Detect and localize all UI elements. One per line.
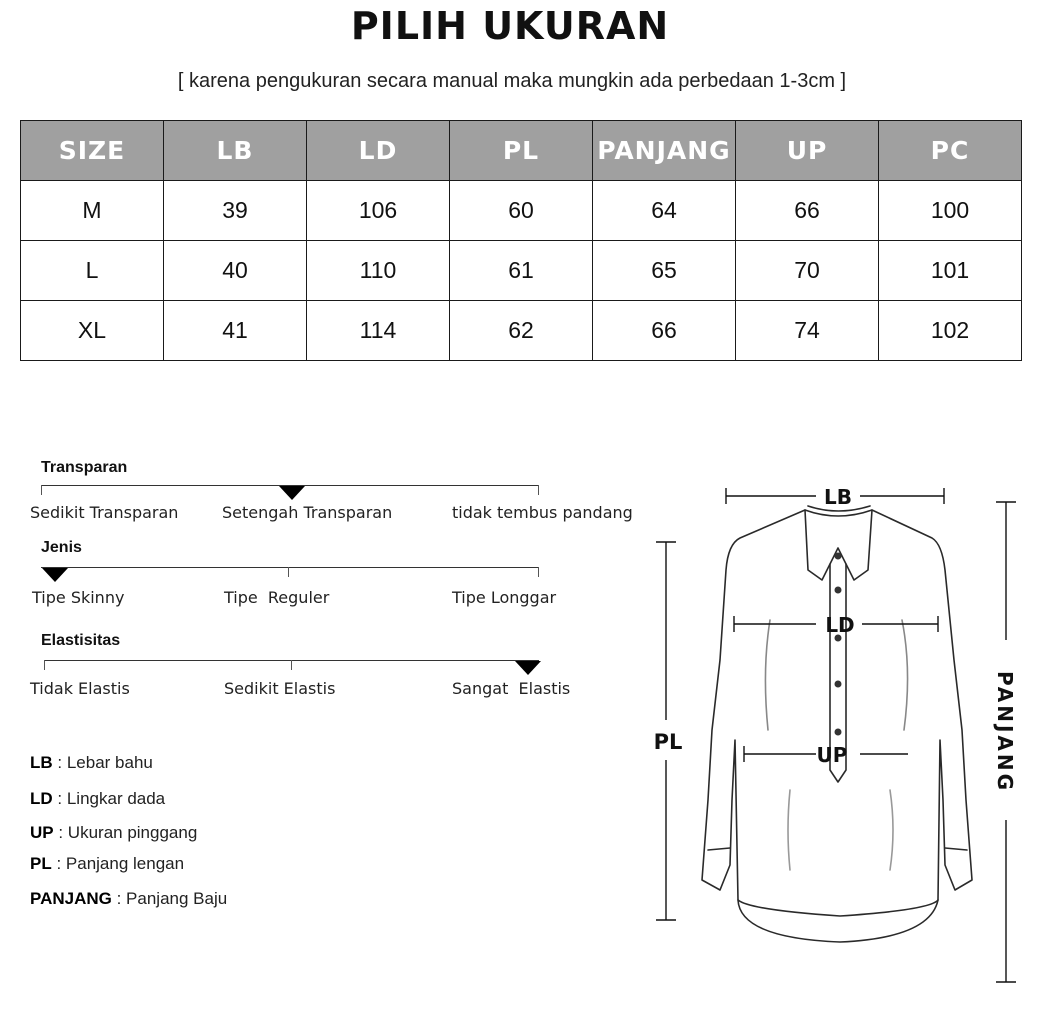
elastisitas-label-mid: Sedikit Elastis	[224, 679, 336, 698]
scale-tick	[291, 660, 292, 670]
legend-key: LD	[30, 789, 53, 808]
legend-desc: Ukuran pinggang	[67, 823, 198, 842]
table-cell: M	[21, 181, 164, 241]
table-cell: L	[21, 241, 164, 301]
measurement-note: [ karena pengukuran secara manual maka mungkin ada perbedaan 1-3cm ]	[177, 70, 847, 92]
table-cell: 39	[164, 181, 307, 241]
table-row	[21, 181, 1022, 241]
transparan-scale-title: Transparan	[41, 459, 128, 476]
pl-label: PL	[653, 730, 683, 754]
legend-desc: Panjang lengan	[65, 854, 185, 873]
panjang-label: PANJANG	[993, 670, 1017, 794]
table-header-row	[21, 121, 1022, 181]
elastisitas-selected-marker	[515, 661, 541, 675]
shirt-outline	[702, 506, 972, 942]
legend-item-pl	[30, 854, 184, 874]
legend-desc: Panjang Baju	[126, 889, 228, 908]
table-cell: 61	[450, 241, 593, 301]
column-header-panjang: PANJANG	[593, 121, 736, 181]
table-cell: 64	[593, 181, 736, 241]
table-cell: 70	[736, 241, 879, 301]
table-cell: 74	[736, 301, 879, 361]
table-row	[21, 241, 1022, 301]
legend-separator: :	[51, 854, 66, 873]
elastisitas-label-high: Sangat Elastis	[452, 679, 571, 698]
legend-separator: :	[52, 789, 67, 808]
lb-label: LB	[824, 485, 852, 509]
column-header-size: SIZE	[21, 121, 164, 181]
transparan-selected-marker	[279, 486, 305, 500]
elastisitas-scale-title: Elastisitas	[41, 632, 121, 649]
column-header-ld: LD	[307, 121, 450, 181]
elastisitas-label-low: Tidak Elastis	[30, 679, 130, 698]
legend-key: PL	[30, 854, 52, 873]
table-cell: 60	[450, 181, 593, 241]
jenis-label-mid: Tipe Reguler	[224, 588, 330, 607]
transparan-label-low: Sedikit Transparan	[30, 503, 179, 522]
column-header-lb: LB	[164, 121, 307, 181]
table-cell: 101	[879, 241, 1022, 301]
jenis-scale-title: Jenis	[41, 539, 82, 556]
table-cell: 40	[164, 241, 307, 301]
legend-separator: :	[111, 889, 127, 908]
table-cell: 62	[450, 301, 593, 361]
column-header-pc: PC	[879, 121, 1022, 181]
page-title: PILIH UKURAN	[350, 4, 670, 48]
table-cell: 65	[593, 241, 736, 301]
table-cell: 106	[307, 181, 450, 241]
column-header-pl: PL	[450, 121, 593, 181]
jenis-label-high: Tipe Longgar	[452, 588, 557, 607]
table-row	[21, 301, 1022, 361]
transparan-label-high: tidak tembus pandang	[452, 503, 633, 522]
scale-tick	[44, 660, 45, 670]
table-cell: 66	[593, 301, 736, 361]
legend-item-up	[30, 823, 197, 843]
jenis-scale-line	[41, 567, 539, 568]
legend-desc: Lebar bahu	[66, 753, 153, 772]
legend-item-ld	[30, 789, 165, 809]
legend-separator: :	[53, 823, 68, 842]
legend-key: PANJANG	[30, 889, 112, 908]
table-cell: 41	[164, 301, 307, 361]
legend-key: UP	[30, 823, 54, 842]
size-chart-table	[20, 120, 1022, 361]
shirt-measurement-diagram	[640, 470, 1030, 1000]
jenis-label-low: Tipe Skinny	[32, 588, 125, 607]
legend-desc: Lingkar dada	[66, 789, 166, 808]
shirt-buttons	[835, 553, 842, 736]
table-cell: XL	[21, 301, 164, 361]
table-cell: 102	[879, 301, 1022, 361]
table-cell: 114	[307, 301, 450, 361]
jenis-selected-marker	[42, 568, 68, 582]
legend-key: LB	[30, 753, 53, 772]
scale-tick	[41, 485, 42, 495]
table-cell: 66	[736, 181, 879, 241]
legend-separator: :	[52, 753, 67, 772]
ld-label: LD	[825, 613, 855, 637]
table-cell: 100	[879, 181, 1022, 241]
table-cell: 110	[307, 241, 450, 301]
up-label: UP	[816, 743, 848, 767]
transparan-label-mid: Setengah Transparan	[222, 503, 393, 522]
legend-item-lb	[30, 753, 153, 773]
scale-tick	[538, 485, 539, 495]
scale-tick	[538, 567, 539, 577]
scale-tick	[288, 567, 289, 577]
legend-item-panjang	[30, 889, 227, 909]
column-header-up: UP	[736, 121, 879, 181]
